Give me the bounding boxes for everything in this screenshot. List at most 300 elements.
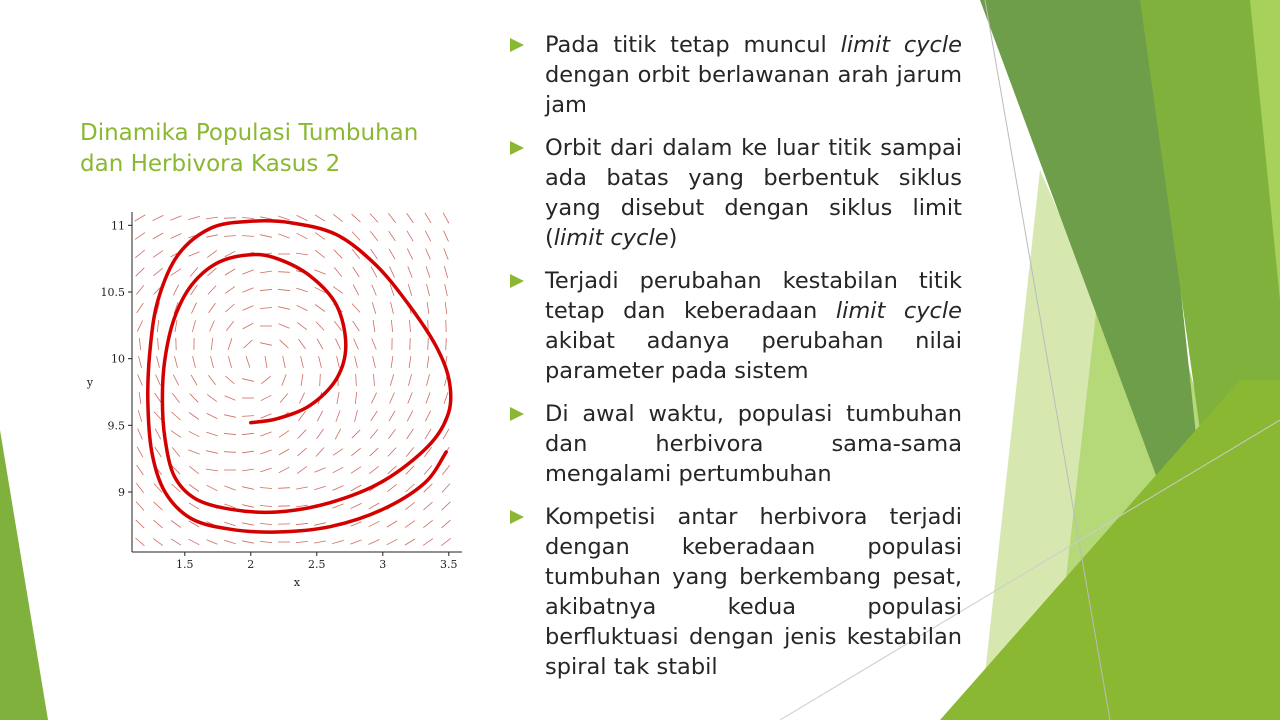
field-arrow (427, 284, 430, 296)
bullet-text: Kompetisi antar herbivora terjadi dengan keberadaan populasi tumbuhan yang berkembang pesat, akibatnya kedua populasi berfluktuasi dengan jenis kestabilan spiral tak stabil (545, 504, 962, 680)
field-arrow (389, 249, 395, 259)
field-arrow (260, 523, 272, 524)
x-tick-label: 2 (247, 558, 255, 571)
field-arrow (405, 539, 415, 545)
direction-field (135, 213, 451, 546)
field-arrow (260, 343, 272, 346)
field-arrow (372, 339, 377, 350)
field-arrow (175, 356, 178, 368)
field-arrow (353, 285, 359, 296)
field-arrow (296, 253, 308, 255)
field-arrow (224, 415, 236, 418)
field-arrow (407, 411, 413, 422)
field-arrow (335, 429, 341, 440)
field-arrow (333, 467, 344, 473)
field-arrow (391, 302, 394, 314)
field-arrow (138, 429, 143, 440)
field-arrow (352, 232, 360, 241)
field-arrow (173, 285, 178, 296)
field-arrow (260, 488, 272, 489)
field-arrow (408, 284, 411, 296)
field-arrow (155, 429, 161, 440)
field-arrow (139, 338, 140, 350)
field-arrow (260, 289, 272, 290)
field-arrow (319, 356, 322, 368)
field-arrow (333, 486, 344, 491)
field-arrow (352, 214, 361, 222)
field-arrow (442, 484, 450, 493)
field-arrow (153, 538, 163, 545)
field-arrow (424, 484, 433, 492)
field-arrow (224, 522, 235, 526)
field-arrow (136, 520, 145, 528)
field-arrow (261, 376, 270, 384)
field-arrow (261, 395, 272, 400)
field-arrow (370, 429, 378, 438)
field-arrow (407, 429, 414, 439)
field-arrow (206, 469, 218, 471)
bullet-text: Di awal waktu, populasi tumbuhan dan herbivora sama-sama mengalami pertumbuhan (545, 401, 962, 487)
field-arrow (371, 411, 378, 421)
field-arrow (171, 521, 181, 528)
field-arrow (138, 410, 141, 422)
field-arrow (172, 412, 181, 420)
field-arrow (208, 286, 216, 295)
field-arrow (332, 504, 343, 508)
field-arrow (206, 432, 217, 436)
field-arrow (298, 430, 306, 439)
field-arrow (372, 285, 377, 296)
field-arrow (210, 321, 215, 332)
field-arrow (444, 248, 448, 259)
field-arrow (188, 252, 199, 257)
y-tick-label: 9 (118, 486, 125, 499)
field-arrow (371, 393, 376, 404)
field-arrow (388, 429, 395, 439)
field-arrow (425, 231, 431, 242)
field-arrow (224, 433, 236, 434)
phase-portrait-chart (80, 200, 480, 600)
field-arrow (136, 538, 145, 546)
field-arrow (443, 429, 449, 439)
field-arrow (296, 487, 308, 489)
field-arrow (387, 484, 396, 491)
field-arrow (351, 503, 362, 508)
bullet-item (510, 30, 962, 120)
field-arrow (172, 447, 180, 456)
trajectory-curve (148, 221, 451, 532)
field-arrow (225, 287, 235, 294)
field-arrow (410, 320, 411, 332)
field-arrow (278, 216, 289, 220)
field-arrow (369, 503, 379, 509)
field-arrow (369, 521, 380, 526)
field-arrow (409, 356, 411, 368)
field-arrow (387, 521, 397, 527)
field-arrow (243, 323, 254, 329)
field-arrow (242, 451, 254, 453)
field-arrow (242, 505, 254, 508)
field-arrow (297, 448, 306, 456)
field-arrow (353, 321, 360, 331)
x-tick-label: 1.5 (176, 558, 194, 571)
field-arrow (390, 267, 395, 278)
field-arrow (171, 269, 181, 276)
bullet-text: akibat adanya perubahan nilai parameter pada sistem (545, 328, 962, 384)
field-arrow (282, 374, 286, 385)
bullet-item (510, 266, 962, 386)
field-arrow (355, 410, 358, 422)
field-arrow (444, 392, 448, 403)
field-arrow (242, 379, 254, 382)
field-arrow (390, 374, 393, 386)
field-arrow (228, 338, 232, 349)
field-arrow (356, 374, 357, 386)
bullet-item (510, 133, 962, 253)
field-arrow (155, 447, 162, 457)
field-arrow (135, 250, 144, 258)
field-arrow (426, 392, 430, 403)
field-arrow (260, 450, 271, 454)
field-arrow (391, 356, 393, 368)
bullet-arrow-icon (510, 407, 524, 421)
field-arrow (153, 251, 163, 258)
field-arrow (355, 356, 358, 368)
field-arrow (208, 375, 215, 385)
field-arrow (224, 236, 236, 237)
y-tick-label: 9.5 (107, 419, 125, 433)
field-arrow (279, 431, 289, 438)
field-arrow (407, 231, 413, 241)
field-arrow (405, 521, 415, 528)
field-arrow (242, 541, 254, 543)
field-arrow (444, 266, 447, 277)
field-arrow (171, 539, 181, 545)
field-arrow (225, 396, 236, 401)
field-arrow (423, 520, 432, 527)
field-arrow (242, 288, 253, 292)
field-arrow (406, 447, 414, 456)
field-arrow (244, 340, 253, 348)
field-arrow (260, 217, 272, 219)
bullet-text: ) (668, 225, 678, 251)
field-arrow (188, 450, 199, 454)
field-arrow (445, 284, 448, 296)
field-arrow (425, 213, 431, 223)
field-arrow (446, 338, 447, 350)
field-arrow (243, 306, 254, 311)
field-arrow (139, 356, 142, 368)
x-tick-label: 3.5 (440, 558, 458, 571)
field-arrow (278, 488, 290, 489)
field-arrow (226, 321, 233, 330)
field-arrow (137, 465, 144, 475)
field-arrow (211, 338, 212, 350)
field-arrow (242, 218, 254, 219)
field-arrow (426, 249, 431, 260)
x-tick-label: 3 (379, 558, 387, 571)
field-arrow (337, 392, 339, 404)
field-arrow (260, 506, 272, 507)
bullet-text: dengan orbit berlawanan arah jarum jam (545, 62, 962, 118)
field-arrow (369, 466, 378, 473)
field-arrow (389, 231, 396, 241)
field-arrow (354, 339, 359, 350)
field-arrow (352, 304, 360, 313)
field-arrow (297, 305, 308, 310)
field-arrow (206, 217, 218, 219)
field-arrow (317, 429, 324, 439)
bullet-text: Pada titik tetap muncul (545, 32, 841, 58)
bullet-text: Orbit dari dalam ke luar titik sampai ada batas yang berbentuk siklus yang disebut dengan siklus limit ( (545, 135, 962, 251)
bullet-text: Terjadi perubahan kestabilan titik tetap dan keberadaan (545, 268, 962, 324)
field-arrow (314, 523, 326, 526)
field-arrow (242, 469, 254, 471)
field-arrow (242, 416, 254, 417)
field-arrow (443, 213, 449, 224)
field-arrow (297, 466, 307, 473)
field-arrow (211, 356, 214, 368)
field-arrow (278, 289, 290, 290)
field-arrow (296, 541, 308, 542)
field-arrow (135, 233, 145, 240)
field-arrow (260, 235, 272, 238)
field-arrow (279, 467, 290, 473)
field-arrow (139, 392, 141, 404)
field-arrow (315, 215, 325, 221)
field-arrow (301, 356, 304, 368)
field-arrow (444, 231, 449, 242)
field-arrow (334, 250, 342, 259)
field-arrow (279, 324, 290, 329)
field-arrow (136, 285, 144, 294)
field-arrow (172, 393, 179, 402)
field-arrow (278, 234, 289, 238)
field-arrow (136, 483, 143, 492)
field-arrow (353, 267, 360, 277)
field-arrow (370, 231, 377, 240)
field-arrow (260, 271, 272, 273)
bullet-emphasis: limit cycle (835, 298, 962, 324)
field-arrow (316, 322, 324, 331)
field-arrow (299, 339, 306, 349)
field-arrow (190, 267, 198, 276)
field-arrow (224, 540, 235, 544)
field-arrow (408, 374, 411, 386)
field-arrow (427, 374, 430, 386)
field-arrow (371, 267, 377, 278)
field-arrow (242, 270, 253, 274)
field-arrow (428, 338, 429, 350)
field-arrow (260, 541, 272, 542)
y-tick-label: 11 (111, 219, 125, 233)
field-arrow (355, 392, 356, 404)
field-arrow (317, 411, 322, 422)
field-arrow (260, 308, 272, 309)
field-arrow (260, 432, 271, 436)
field-arrow (156, 375, 161, 386)
field-arrow (226, 304, 235, 312)
field-arrow (226, 376, 235, 384)
field-arrow (426, 266, 430, 277)
field-arrow (171, 431, 181, 438)
field-arrow (242, 487, 254, 490)
field-arrow (224, 452, 236, 453)
field-arrow (314, 541, 326, 543)
field-arrow (209, 303, 216, 313)
field-arrow (334, 267, 342, 276)
field-arrow (242, 523, 254, 525)
field-arrow (352, 430, 360, 438)
field-arrow (190, 394, 198, 403)
field-arrow (351, 448, 360, 456)
field-arrow (389, 411, 395, 421)
field-arrow (188, 216, 200, 219)
field-arrow (351, 485, 361, 491)
field-arrow (442, 520, 451, 528)
field-arrow (336, 410, 340, 421)
field-arrow (441, 538, 450, 545)
field-arrow (279, 449, 289, 455)
field-arrow (206, 235, 218, 237)
field-arrow (206, 451, 218, 454)
field-arrow (153, 233, 163, 239)
field-arrow (265, 356, 267, 368)
field-arrow (261, 414, 272, 419)
field-arrow (445, 302, 447, 314)
field-arrow (370, 448, 379, 456)
field-arrow (189, 431, 200, 436)
field-arrow (334, 321, 341, 330)
field-arrow (370, 214, 378, 223)
field-arrow (207, 250, 217, 257)
field-arrow (260, 468, 271, 472)
y-tick-label: 10 (111, 352, 125, 366)
field-arrow (242, 236, 254, 237)
field-arrow (297, 233, 308, 239)
field-arrow (351, 467, 361, 474)
y-tick-label: 10.5 (100, 286, 125, 299)
field-arrow (157, 356, 160, 368)
field-arrow (372, 302, 375, 314)
field-arrow (191, 303, 196, 314)
field-arrow (170, 216, 181, 220)
field-arrow (314, 468, 325, 472)
field-arrow (154, 412, 162, 421)
field-arrow (278, 272, 290, 273)
field-arrow (442, 502, 451, 510)
field-arrow (153, 268, 162, 276)
field-arrow (207, 540, 218, 545)
field-arrow (153, 520, 162, 528)
field-arrow (337, 356, 340, 368)
field-arrow (224, 486, 235, 490)
bullet-item (510, 399, 962, 489)
field-arrow (333, 287, 343, 294)
field-arrow (193, 356, 196, 368)
field-arrow (283, 356, 286, 368)
bullet-item (510, 502, 962, 682)
bullet-arrow-icon (510, 274, 524, 288)
field-arrow (189, 539, 200, 545)
field-arrow (280, 340, 289, 348)
field-arrow (155, 393, 162, 403)
field-arrow (316, 448, 324, 457)
field-arrow (280, 393, 288, 402)
field-arrow (296, 523, 308, 524)
field-arrow (157, 320, 158, 332)
field-arrow (136, 268, 145, 276)
y-axis-label: y (86, 376, 94, 389)
slide-title: Dinamika Populasi Tumbuhan dan Herbivora Kasus 2 (80, 120, 419, 177)
field-arrow (207, 413, 218, 418)
field-arrow (388, 213, 395, 222)
field-arrow (278, 307, 290, 310)
field-arrow (189, 413, 199, 420)
field-arrow (407, 213, 414, 223)
field-arrow (301, 374, 303, 386)
field-arrow (390, 393, 395, 404)
field-arrow (314, 270, 325, 274)
field-arrow (407, 249, 412, 260)
field-arrow (299, 393, 304, 404)
field-arrow (424, 502, 433, 510)
field-arrow (189, 485, 199, 492)
field-arrow (335, 339, 340, 350)
field-arrow (332, 540, 344, 543)
field-arrow (314, 486, 325, 490)
field-arrow (388, 448, 396, 457)
field-arrow (296, 288, 307, 292)
field-arrow (374, 374, 375, 386)
field-arrow (425, 411, 430, 422)
field-arrow (317, 339, 323, 349)
field-arrow (391, 320, 392, 332)
field-arrow (153, 215, 164, 220)
field-arrow (373, 356, 376, 368)
x-axis-label: x (293, 576, 301, 589)
field-arrow (333, 449, 343, 456)
field-arrow (423, 539, 433, 546)
field-arrow (369, 540, 380, 545)
bullet-arrow-icon (510, 38, 524, 52)
field-arrow (136, 502, 144, 511)
field-arrow (191, 375, 197, 385)
bullet-list (510, 30, 962, 695)
field-arrow (297, 322, 307, 329)
field-arrow (173, 375, 178, 386)
bullet-emphasis: limit cycle (840, 32, 962, 58)
field-arrow (189, 466, 198, 474)
field-arrow (158, 338, 159, 350)
field-arrow (408, 266, 412, 277)
left-green-wedge (0, 430, 48, 720)
field-arrow (424, 466, 432, 475)
field-arrow (138, 375, 143, 386)
field-arrow (171, 234, 182, 239)
field-arrow (137, 321, 142, 332)
field-arrow (442, 465, 449, 474)
field-arrow (207, 485, 218, 491)
x-tick-label: 2.5 (308, 558, 326, 571)
field-arrow (315, 305, 325, 312)
field-arrow (333, 214, 342, 221)
field-arrow (242, 433, 254, 434)
field-arrow (350, 540, 361, 544)
field-arrow (425, 429, 431, 439)
field-arrow (427, 302, 429, 314)
field-arrow (225, 269, 235, 275)
